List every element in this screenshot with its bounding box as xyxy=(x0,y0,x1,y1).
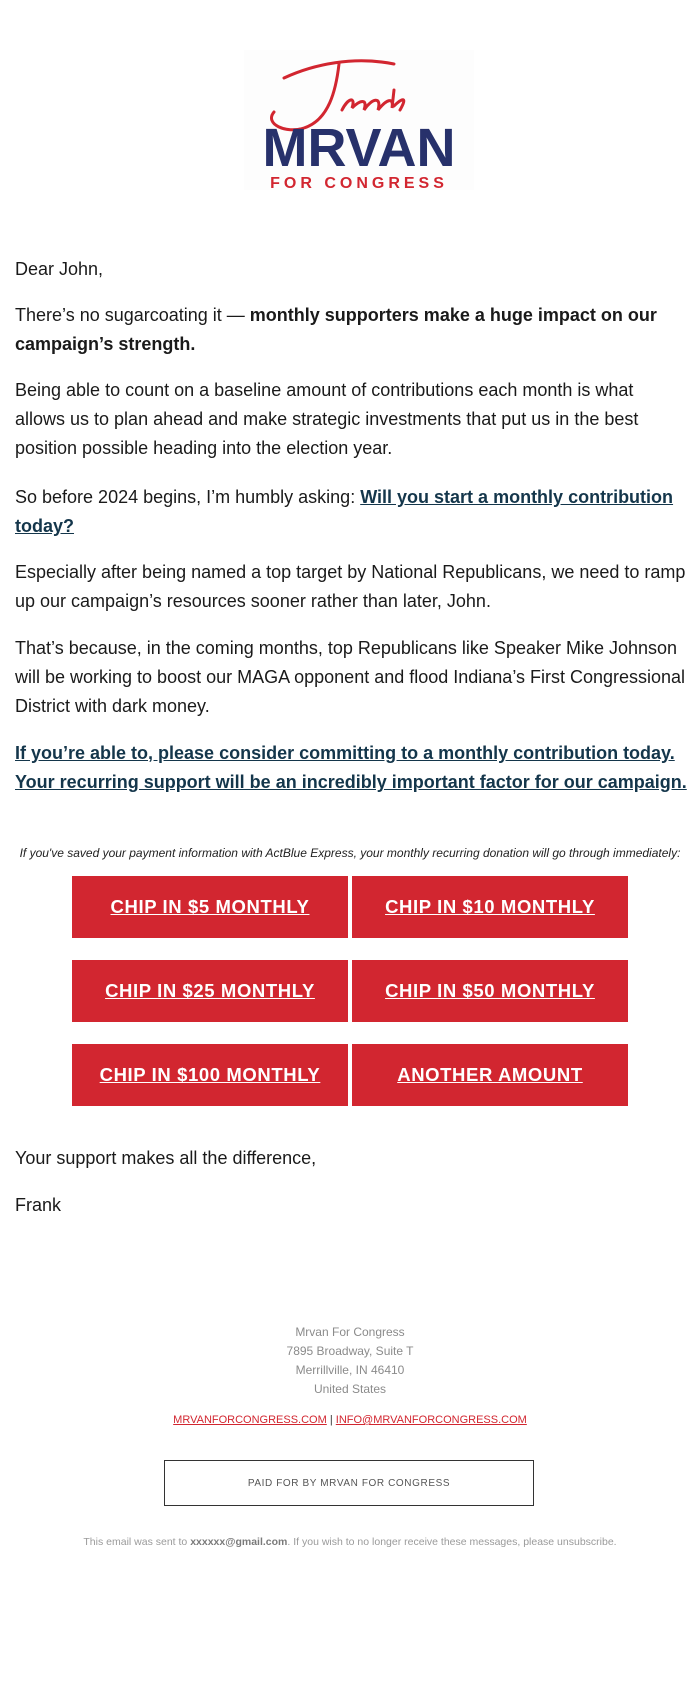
logo-name: MRVAN xyxy=(262,118,456,178)
logo-signature: Frank xyxy=(244,50,247,51)
chip-in-10-button[interactable]: CHIP IN $10 MONTHLY xyxy=(352,876,628,938)
paragraph-6 xyxy=(15,739,687,797)
paid-for-disclaimer: PAID FOR BY MRVAN FOR CONGRESS xyxy=(164,1460,534,1506)
paragraph-3-intro: So before 2024 begins, I’m humbly asking: xyxy=(15,487,361,507)
commit-monthly-link[interactable]: If you’re able to, please consider committing to a monthly contribution today. Your recurring support will be an incredibly important factor for our campaign. xyxy=(15,743,687,792)
unsubscribe-notice xyxy=(0,1536,700,1548)
footer-org: Mrvan For Congress xyxy=(295,1325,405,1339)
footer-street: 7895 Broadway, Suite T xyxy=(286,1344,414,1358)
sent-prefix: This email was sent to xyxy=(83,1536,191,1548)
footer-links xyxy=(0,1414,700,1426)
unsubscribe-text[interactable]: . If you wish to no longer receive these messages, please unsubscribe. xyxy=(287,1536,617,1548)
chip-in-50-button[interactable]: CHIP IN $50 MONTHLY xyxy=(352,960,628,1022)
recipient-email: xxxxxx@gmail.com xyxy=(190,1536,288,1548)
footer-separator: | xyxy=(329,1414,333,1426)
greeting: Dear John, xyxy=(15,259,104,279)
chip-in-5-button[interactable]: CHIP IN $5 MONTHLY xyxy=(72,876,348,938)
website-link[interactable]: MRVANFORCONGRESS.COM xyxy=(173,1414,327,1426)
logo-tagline: FOR CONGRESS xyxy=(270,175,448,190)
paragraph-2: Being able to count on a baseline amount of contributions each month is what allows us to plan ahead and make strategic investments that put us in the best position possible heading into the election year. xyxy=(15,380,639,458)
paragraph-1-intro: There’s no sugarcoating it — xyxy=(15,305,250,325)
footer-address xyxy=(0,1323,700,1399)
signoff: Frank xyxy=(15,1195,62,1215)
chip-in-25-button[interactable]: CHIP IN $25 MONTHLY xyxy=(72,960,348,1022)
paragraph-5: That’s because, in the coming months, top Republicans like Speaker Mike Johnson will be working to boost our MAGA opponent and flood Indiana’s First Congressional District with dark money. xyxy=(15,638,686,716)
chip-in-100-button[interactable]: CHIP IN $100 MONTHLY xyxy=(72,1044,348,1106)
footer-city: Merrillville, IN 46410 xyxy=(295,1363,405,1377)
footer-country: United States xyxy=(313,1382,387,1396)
actblue-note: If you've saved your payment information with ActBlue Express, your monthly recurring donation will go through immediately: xyxy=(19,846,681,860)
closing-line: Your support makes all the difference, xyxy=(15,1148,317,1168)
monthly-contribution-link[interactable]: Will you start a monthly contribution today? xyxy=(15,487,674,536)
paragraph-1-bold: monthly supporters make a huge impact on our campaign’s strength. xyxy=(15,305,657,354)
paragraph-1 xyxy=(15,301,687,359)
paragraph-3 xyxy=(15,483,687,541)
paragraph-4: Especially after being named a top target by National Republicans, we need to ramp up our campaign’s resources sooner rather than later, John. xyxy=(15,562,686,611)
another-amount-button[interactable]: ANOTHER AMOUNT xyxy=(352,1044,628,1106)
email-link[interactable]: INFO@MRVANFORCONGRESS.COM xyxy=(335,1414,527,1426)
campaign-logo xyxy=(244,50,474,190)
